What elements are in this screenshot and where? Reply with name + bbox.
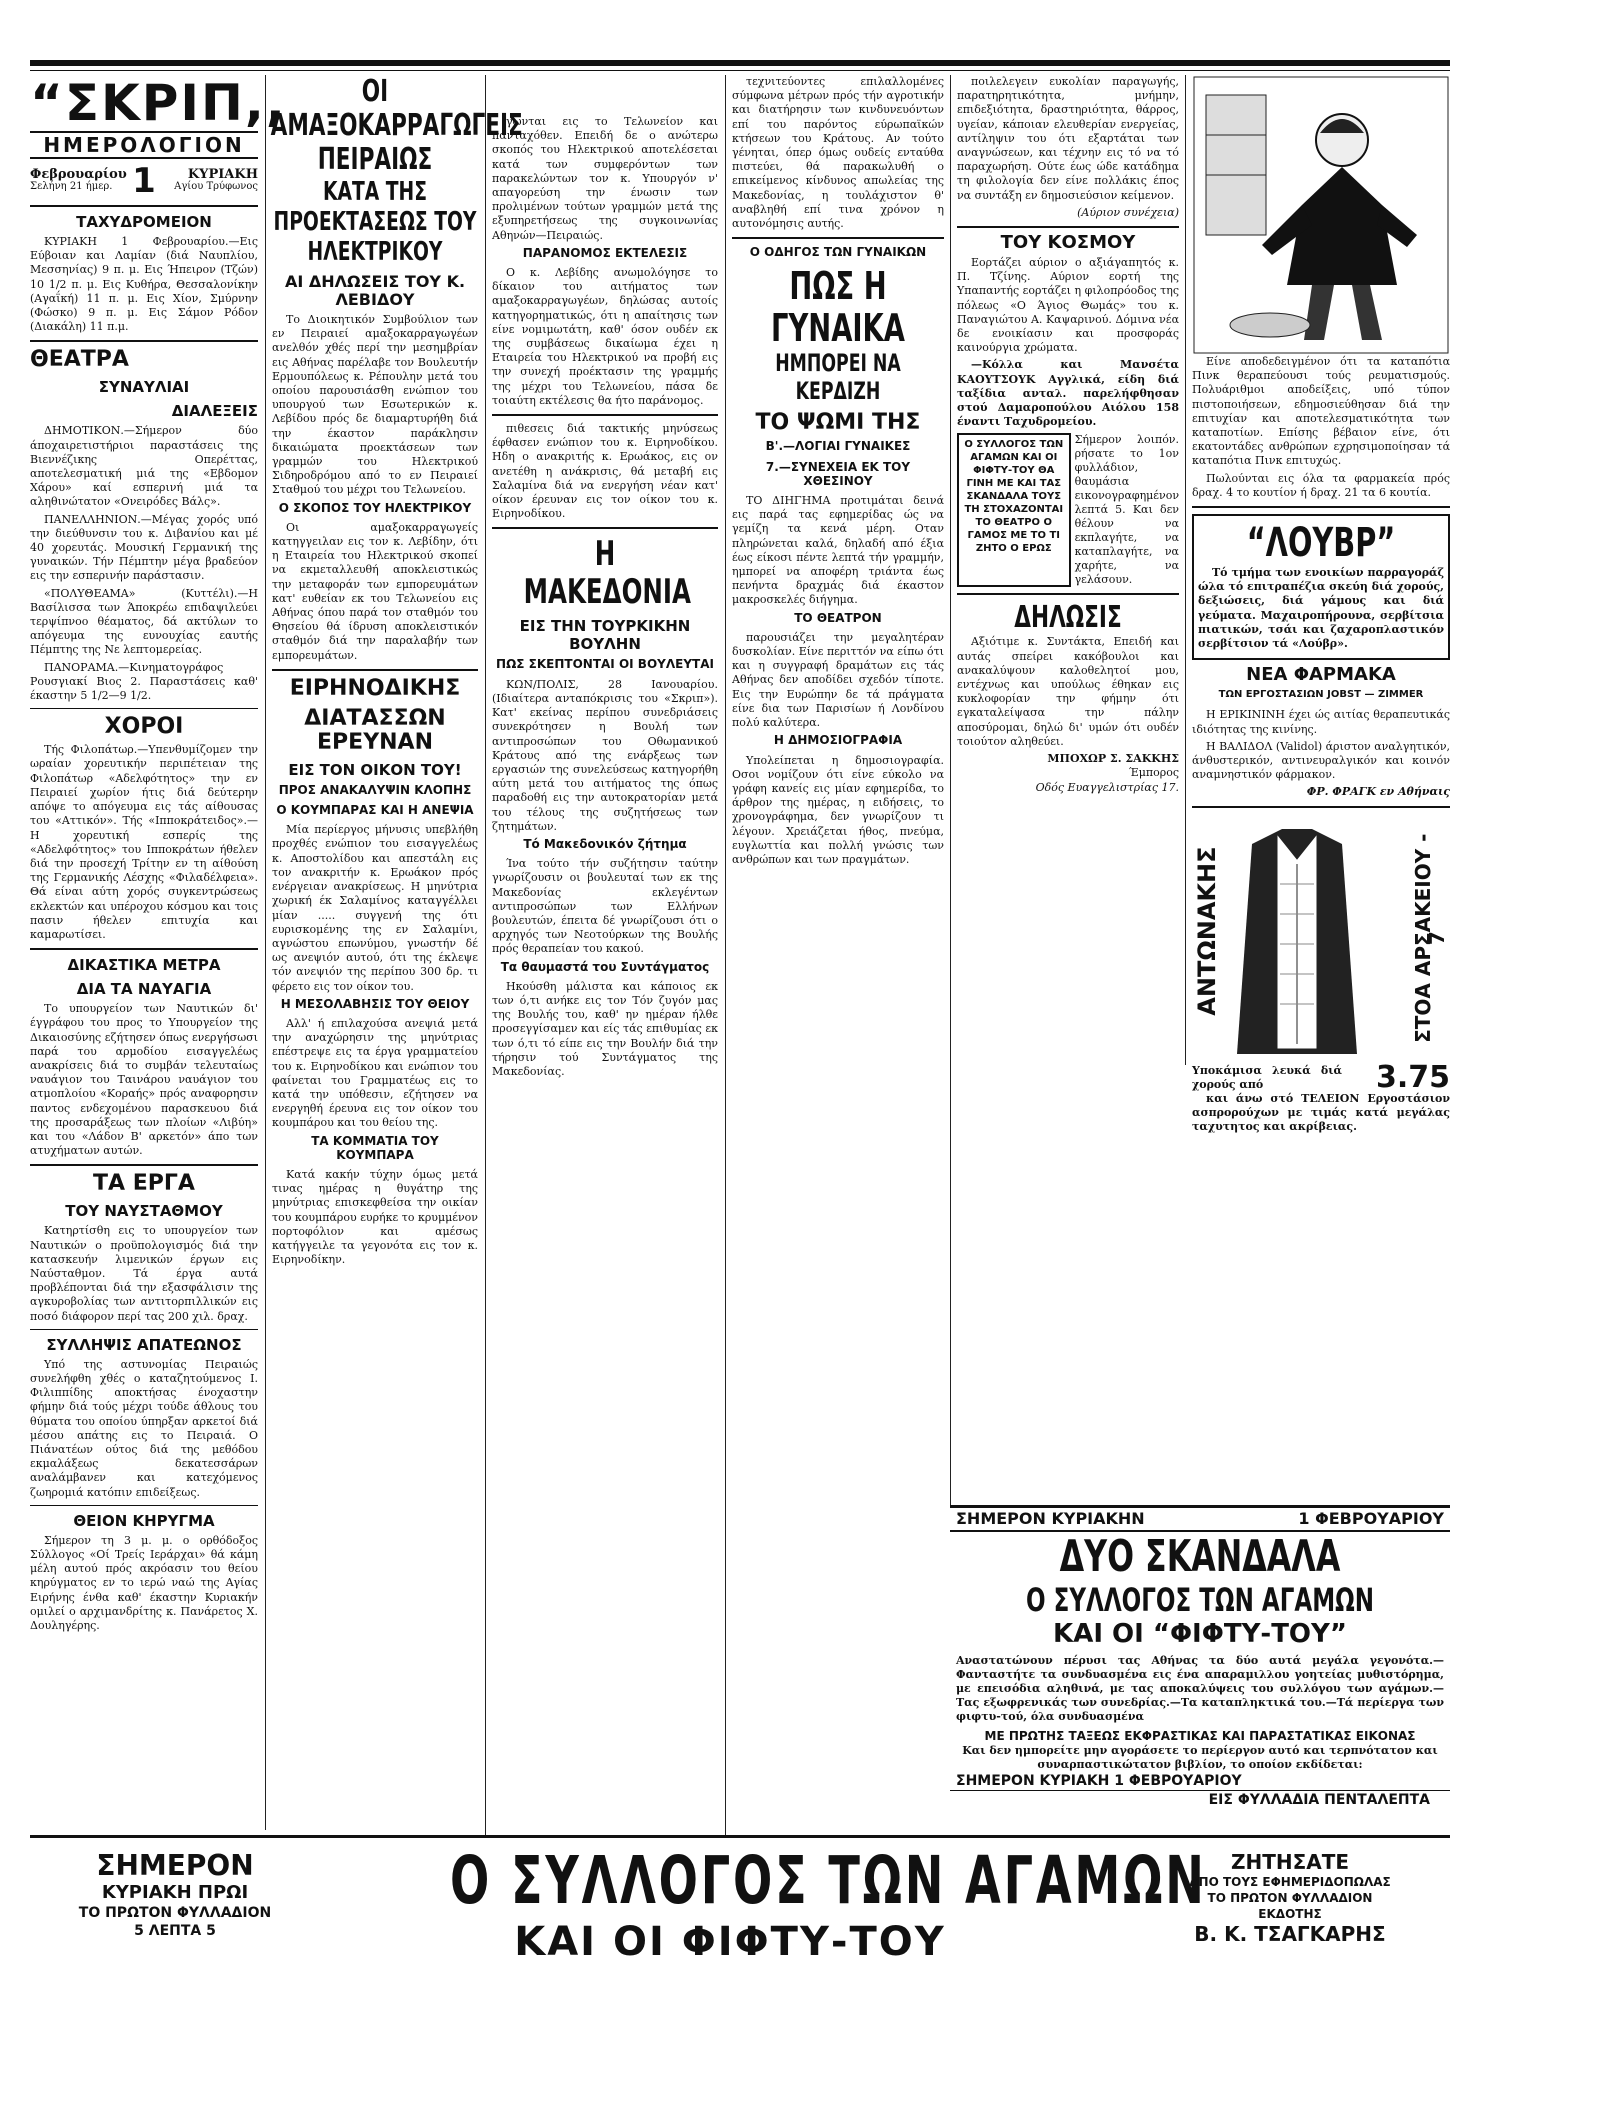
- shirt-price: 3.75: [1375, 1059, 1450, 1095]
- novel-ad-title-3: ΚΑΙ ΟΙ “ΦΙΦΤΥ-ΤΟΥ”: [1053, 1619, 1347, 1649]
- column-2: [270, 74, 523, 1830]
- theatre-item: ΠΑΝΟΡΑΜΑ.—Κινηματογράφος Ρουσγιακί Βιος 2. Παραστάσεις καθ' έκαστην 5 1/2—9 1/2.: [30, 660, 258, 703]
- pieces-body: Κατά κακήν τύχην όμως μετά τινας ημέρας η θυγάτηρ της μηνύτριας επισκεφθείσα την οικίαν του κουμπάρου ευρήκε το κρυμμένον πορτοφόλιον και αμέσως κατήγγειλε τα γεγονότα εις τον κ. Ειρηνοδίκην.: [272, 1167, 478, 1267]
- continued-article: [732, 75, 944, 231]
- arrest-heading: ΣΥΛΛΗΨΙΣ ΑΠΑΤΕΩΝΟΣ: [46, 1335, 242, 1354]
- pharmacy-item: Η ΕΡΙΚΙΝΙΝΗ έχει ώς αιτίας θεραπευτικάς ιδιότητας της κινίνης.: [1192, 708, 1450, 736]
- lead-headline: ΟΙ ΑΜΑΞΟΚΑΡΡΑΓΩΓΕΙΣ ΠΕΙΡΑΙΩΣ: [270, 74, 523, 177]
- club-ad-text: Σήμερον λοιπόν. ρήσατε το 1ον φυλλάδιον, θαυμάσια εικονογραφημένον λεπτά 5. Και δεν θέλουν να εκπλαγήτε, να καταπλαγήτε, να χαρήτε, να γελάσουν.: [1074, 433, 1180, 587]
- dance-heading: ΧΟΡΟΙ: [104, 714, 184, 740]
- weekday: ΚΥΡΙΑΚΗ: [187, 167, 258, 182]
- divider: [30, 1164, 258, 1166]
- pharmacy-article: [1192, 708, 1450, 782]
- club-ad-box: Ο ΣΥΛΛΟΓΟΣ ΤΩΝ ΑΓΑΜΩΝ ΚΑΙ ΟΙ ΦΙΦΤΥ-ΤΟΥ ΘΑ ΓΙΝΗ ΜΕ ΚΑΙ ΤΑΣ ΣΚΑΝΔΑΛΑ ΤΟΥΣ ΤΗ ΣΤΟΧΑΖΟΝΤΑΙ ΤΟ ΘΕΑΤΡΟ Ο ΓΑΜΟΣ ΜΕ ΤΟ ΤΙ ΖΗΤΟ Ο ΕΡΩΣ: [957, 433, 1071, 587]
- uncle-body: Αλλ' ή επιλαχούσα ανεψιά μετά την αναχώρησιν της μηνύτριας επέστρεψε εις τα έργα γραμματείου του κ. Ειρηνοδίκου και ενώπιον του φαίνεται του Γραμματέως εις το κατά την υπόθεσιν, εζήτησεν να ενεργηθή έρευνα εις τον οίκον του κουμπάρου και του θείου της.: [272, 1016, 478, 1130]
- works-article: [30, 1224, 258, 1323]
- novel-ad-format: ΕΙΣ ΦΥΛΛΑΔΙΑ ΠΕΝΤΑΛΕΠΤΑ: [1208, 1792, 1430, 1808]
- lead-subheading: Ο ΣΚΟΠΟΣ ΤΟΥ ΗΛΕΚΤΡΙΚΟΥ: [278, 500, 472, 515]
- novel-ad: [950, 1505, 1450, 1830]
- club-ad: [957, 433, 1179, 587]
- society-body: Εορτάζει αύριον ο αξιάγαπητός κ. Π. Τζίνης. Αύριον εορτή της Υπαπαντής εορτάζει η φιλοπρόοδος της πόλεως «Ο Άγιος Θωμάς» του κ. Παναγιώτου Α. Καψαρινού. Δόμινα νέα δε ενοικίασιν και προσφοράς καινούργια χρώματα.: [957, 256, 1179, 355]
- pharmacy-item: Η ΒΑΛΙΔΟΛ (Validol) άριστον αναλγητικόν, άνθυστερικόν, αντινευραλγικόν και κοινόν αναμνηστικόν φάρμακον.: [1192, 739, 1450, 782]
- top-rule: [30, 60, 1450, 66]
- footer-title: Ο ΣΥΛΛΟΓΟΣ ΤΩΝ ΑΓΑΜΩΝ: [450, 1842, 1207, 1919]
- divider: [30, 708, 258, 709]
- macedonia-body-2: Ίνα τούτο τήν συζήτησιν ταύτην γνωρίζουσιν οι βουλευταί των εκ της Μακεδονίας εκλεγέντων αντιπροσώπων των Ελλήνων βουλευτών, έπειτα δέ γνωρίζουσι ότι ο αρχηγός των Νεοτούρκων της Βουλής πρός θεραπείαν του κακού.: [492, 857, 718, 956]
- guide-article: [732, 494, 944, 608]
- date-right: [173, 169, 258, 193]
- court-story-heading-2: ΔΙΑΤΑΣΣΩΝ ΕΡΕΥΝΑΝ: [304, 705, 446, 755]
- court-story: [272, 823, 478, 993]
- notice-signature-title: Έμπορος: [1128, 766, 1179, 780]
- rheumatism-man-illustration: [1192, 75, 1450, 355]
- works-subheading: ΤΟΥ ΝΑΥΣΤΑΘΜΟΥ: [65, 1202, 223, 1221]
- pharmacy-subheading: ΤΩΝ ΕΡΓΟΣΤΑΣΙΩΝ JOBST — ZIMMER: [1218, 689, 1424, 701]
- column-1: [30, 74, 287, 1830]
- divider: [30, 205, 258, 207]
- shirt-ad-address-wrap: [1410, 814, 1450, 1064]
- dance-text: Τής Φιλοπάτωρ.—Υπενθυμίζομεν την ωραίαν χορευτικήν περιπέτειαν της Φιλοπάτωρ «Αδελφότητος» την εν Πειραιεί χωρίον ήτις διά δεύτερην απόψε το απόγευμα εις τάς αίθουσας του «Αττικόν». Τής «Ιπποκράτειδος».—Η χορευτική εσπερίς της «Αδελφότητος» του Ιπποκράτων ήθελεν διά την προσεχή Τρίτην εν τη αίθούση της Γερμανικής Λέσχης «Φιλαδέλφεια». Θά είναι αύτη χορός συγκεντρώσεως εκλεκτών και υπέροχου κόσμου και τοις πασιν ήθελεν επιτυχία και καμαρωτίσει.: [30, 743, 258, 941]
- constitution-article: [492, 980, 718, 1079]
- macedonia-subheading-2: ΠΩΣ ΣΚΕΠΤΟΝΤΑΙ ΟΙ ΒΟΥΛΕΥΤΑΙ: [496, 657, 714, 672]
- guide-kicker: Ο ΟΔΗΓΟΣ ΤΩΝ ΓΥΝΑΙΚΩΝ: [749, 245, 927, 260]
- theatre-body: παρουσιάζει την μεγαλητέραν δυσκολίαν. Είνε περιττόν να είπω ότι και η συγγραφή δραμάτων εις τάς Αθήνας δεν αποδίδει σχεδόν τίποτε. Εις την Ευρώπην δε τά πράγματα είνε δια των Παρισίων ή Λονδίνου πολύ καλύτερα.: [732, 630, 944, 730]
- shirt-illustration: [1222, 814, 1372, 1064]
- court-text: Το υπουργείον των Ναυτικών δι' έγγράφου του προς το Υπουργείον της Δικαιοσύνης εζήτησεν όπως ενεργήσωσι παρά του αρμοδίου εισαγγελέως ανακρίσεις διά το συμβάν τελευταίως ναυάγιον του Ταινάρου ναυάγιον του ατμοπλοίου «Κοραής» πρός αναφορησιν παντος ενδεχομένου παρασκευου διά της προσαράξεως των πλοίων «Λιβύη» και του «Λάδον Β' αρκετόν» άπο των ατυχήματων αυτών.: [30, 1002, 258, 1158]
- works-text: Κατηρτίσθη εις το υπουργείον των Ναυτικών ο προϋπολογισμός διά την κατασκευήν λιμενικών έργων εις Ναύσταθμον. Τά έργα αυτά προβλέπονται διά την εξασφάλισιν της αγκυροβολίας των αντιτορπιλλικών εις ποσό διάφορον περί τας 200 χιλ. δραχ.: [30, 1224, 258, 1323]
- guide-title-3: ΤΟ ΨΩΜΙ ΤΗΣ: [755, 410, 921, 436]
- shirt-ad-name: ΑΝΤΩΝΑΚΗΣ: [1192, 846, 1221, 1016]
- footer-left-2: ΚΥΡΙΑΚΗ ΠΡΩΙ: [101, 1882, 249, 1903]
- footer-right-4: ΕΚΔΟΤΗΣ: [1258, 1907, 1322, 1921]
- shirt-ad-text-2: και άνω στό ΤΕΛΕΙΟΝ Εργοστάσιον ασπρορούχων με τιμάς κατά μεγάλας ταχυτητος και ακρίβειας.: [1192, 1092, 1450, 1134]
- lead-body-2: Οι αμαξοκαρραγωγείς κατηγγειλαν εις τον κ. Λεβίδην, ότι η Εταιρεία του Ηλεκτρικού σκοπεί να εκμεταλλευθή αποκλειστικώς την μεταφοράν των εμπορευμάτων κατ' ευθείαν εκ του Τελωνείου εις Αθήνας όπου παρά τον σταθμόν του Θησείου θά ίδρυση αποκλειστικόν σταθμόν διά την παραλαβήν των εμπορευμάτων.: [272, 520, 478, 662]
- lead-headline-2: ΚΑΤΑ ΤΗΣ ΠΡΟΕΚΤΑΣΕΩΣ ΤΟΥ ΗΛΕΚΤΡΙΚΟΥ: [273, 177, 477, 267]
- macedonia-body: ΚΩΝ/ΠΟΛΙΣ, 28 Ιανουαρίου. (Ιδιαίτερα ανταπόκρισις του «Σκριπ»). Κατ' εκείνας περίπου συνεδριάσεις συνεκρότησεν η Βουλή των αντιπροσώπων του Οθωμανικού Κράτους από της ενάρξεως των εργασιών της συνελεύσεως κατηγορήθη αύτη μετά του αιτήματος της όπως παραδοθή εις την αυτοκρατορίαν μετά του τέλους της συζητήσεως των ζητημάτων.: [492, 677, 718, 833]
- constitution-body: Ηκούσθη μάλιστα και κάποιος εκ των ό,τι ανήκε εις τον Τόν ζυγόν μας της Βουλής του, καθ' ην ημέραν ήλθε προσεγγίσαμεν και είς τάς επιθυμίας εκ των ό,τι τό είπε εις την Βουλήν διά την τήρησιν τού Συντάγματος της Μακεδονίας.: [492, 979, 718, 1078]
- column-divider: [950, 75, 951, 1505]
- column-divider: [1185, 75, 1186, 1065]
- theatre-item: ΠΑΝΕΛΛΗΝΙΟΝ.—Μέγας χορός υπό την διεύθυνσιν του κ. Διβανίου και μέ 40 χορευτάς. Μουσική Γερμανική της γυναικών. Τήν Πέμπτην μέγα βραδεύον εις την εσπερινήν παράστασιν.: [30, 512, 258, 583]
- pharmacy-signature: ΦΡ. ΦΡΑΓΚ εν Αθήναις: [1306, 785, 1450, 799]
- novel-ad-pictures: ΜΕ ΠΡΩΤΗΣ ΤΑΞΕΩΣ ΕΚΦΡΑΣΤΙΚΑΣ ΚΑΙ ΠΑΡΑΣΤΑΤΙΚΑΣ ΕΙΚΟΝΑΣ: [984, 1729, 1416, 1743]
- illustration-man: [1192, 75, 1450, 355]
- footer-right-3: ΤΟ ΠΡΩΤΟΝ ΦΥΛΛΑΔΙΟΝ: [1207, 1891, 1373, 1905]
- divider: [1192, 806, 1450, 808]
- top-rule-thin: [30, 70, 1450, 71]
- masthead: [30, 74, 287, 201]
- mid-body: πιθεσεις διά τακτικής μηνύσεως έφθασεν ενώπιον του κ. Ειρηνοδίκου. Ηδη ο ανακριτής κ. Ερωάκος, εις ον ανετέθη η ανάκρισις, θά μεταβή εις Σαλαμίνα διά να ενεργήση νέαν κατ' οίκον έρευναν εις τον οίκον του κ. Ειρηνοδίκου.: [492, 422, 718, 521]
- column-5: [957, 75, 1179, 1500]
- footer-center: [330, 1842, 1207, 1965]
- pieces-subheading: ΤΑ ΚΟΜΜΑΤΙΑ ΤΟΥ ΚΟΥΜΠΑΡΑ: [311, 1133, 439, 1162]
- court-story-sub: ΠΡΟΣ ΑΝΑΚΑΛΥΨΙΝ ΚΛΟΠΗΣ: [278, 782, 472, 797]
- guide-title: ΠΩΣ Η ΓΥΝΑΙΚΑ: [771, 264, 905, 351]
- louvre-heading: “ΛΟΥΒΡ”: [1246, 520, 1396, 567]
- louvre-body: Τό τμήμα των ενοικίων παρραγοράζ ώλα τό επιτραπέζια σκεύη διά χορούς, δεξιώσεις, διά γάμους και διά γεύματα. Μαχαιροπήρουνα, σερβίτσια πιατικών, τσάι και ζαχαροπλαστικόν σερβίτσιον τά «Λούβρ».: [1198, 566, 1445, 651]
- shirt-ad-text: Υποκάμισα λευκά διά χορούς από: [1192, 1063, 1342, 1091]
- date-row: [30, 163, 258, 199]
- press-subheading: Η ΔΗΜΟΣΙΟΓΡΑΦΙΑ: [773, 733, 903, 748]
- shirt-illustration-wrap: [1222, 814, 1410, 1064]
- continued-article: [957, 75, 1179, 203]
- lectures-heading: ΔΙΑΛΕΞΕΙΣ: [171, 402, 258, 421]
- shirt-ad: [1192, 814, 1450, 1064]
- continued-body: γωνται εις το Τελωνείον και πανταχόθεν. Επειδή δε ο ανώτερω σκοπός του Ηλεκτρικού αποτελέσεται κατά των συμφερόντων των παρακελώντων τον κ. Υπουργόν ν' απαγορεύση την ένωσιν των προλιμένων τούτων γραμμών μετά της εξυπηρετήσεως της συγκοινωνίας Αθηνών—Πειραιώς.: [492, 115, 718, 242]
- notice-signature-address: Οδός Ευαγγελιστρίας 17.: [1035, 780, 1179, 794]
- macedonia-question: Τό Μακεδονικόν ζήτημα: [523, 836, 687, 851]
- court-story-heading-3: ΕΙΣ ΤΟΝ ΟΙΚΟΝ ΤΟΥ!: [288, 760, 462, 779]
- divider: [492, 414, 718, 416]
- novel-ad-body: Αναστατώνουν πέρυσι τας Αθήνας τα δύο αυτά μεγάλα γεγονότα.—Φανταστήτε τα συνδυασμένα εις ένα απαραμιλλου γοητείας μυθιστόρημα, με επεισόδια αληθινά, με τας αποκαλύψεις του συλλόγου των αγάμων.—Τας εξωφρενικάς των συνεδρίας.—Τα καταπληκτικά του.—Τά περίεργα των φιφτυ-τού, όλα συνδυασμένα: [956, 1654, 1444, 1723]
- divider: [30, 1329, 258, 1330]
- column-divider: [485, 75, 486, 1835]
- sermon-text: Σήμερον τη 3 μ. μ. ο ορθόδοξος Σύλλογος «Οί Τρείς Ιεράρχαι» θά κάμη μέλη αυτού πρός ακρόασιν του θείου κηρύγματος εν το ιερώ ναώ της Αγίας Ειρήνης ένθα καθ' έκαστην Κυριακήν ομιλεί ο αρχιμανδρίτης κ. Πανάρετος Χ. Δουληγέρης.: [30, 1533, 258, 1633]
- pieces-article: [272, 1168, 478, 1267]
- post-text: ΚΥΡΙΑΚΗ 1 Φεβρουαρίου.—Εις Εύβοιαν και Λαμίαν (διά Ναυπλίου, Μεσσηνίας) 9 π. μ. Εις Ήπειρον (Τζών) 10 1/2 π. μ. Εις Κυθήρα, Θεσσαλονίκην (Αγαΐκή) 11 π. μ. Εις Χίον, Σμύρνην (Φώσκο) 9 π. μ. Εις Σάμον Ρόδον (Διακάλη) 11 π.μ.: [30, 235, 258, 334]
- court-subheading: ΔΙΑ ΤΑ ΝΑΥΑΓΙΑ: [76, 980, 212, 999]
- pink-pills-price: Πωλούνται εις όλα τα φαρμακεία πρός δραχ. 4 το κουτίον ή δραχ. 21 τα 6 κουτία.: [1192, 471, 1450, 499]
- date-left: [30, 167, 127, 193]
- column-divider: [265, 75, 266, 1830]
- illegal-heading: ΠΑΡΑΝΟΜΟΣ ΕΚΤΕΛΕΣΙΣ: [522, 245, 688, 260]
- notice-article: [957, 635, 1179, 749]
- column-6: [1192, 75, 1450, 1500]
- novel-ad-date-left: ΣΗΜΕΡΟΝ ΚΥΡΙΑΚΗΝ: [956, 1509, 1145, 1528]
- macedonia-article: [492, 678, 718, 834]
- pharmacy-heading: ΝΕΑ ΦΑΡΜΑΚΑ: [1246, 664, 1396, 686]
- notice-body: Αξιότιμε κ. Συντάκτα, Επειδή και αυτάς σπείρει κακόβουλοι και ανακαλύψουν καλοθελητοί μου, εντέχνως και υπούλως έθηκαν εις κυκλοφορίαν την φήμην ότι εγκαταλείψασα την πάλην αποσύρομαι, δηλώ δι' υμών ότι ουδέν τοιούτον αληθεύει.: [957, 635, 1179, 748]
- novel-ad-warning: Και δεν ημπορείτε μην αγοράσετε το περίεργον αυτό και τερπνότατον και συναρπαστικώτατον βιβλίον, το οποίον εκδίδεται:: [962, 1744, 1438, 1771]
- mid-article: [492, 422, 718, 521]
- column-4: [732, 75, 944, 1500]
- divider: [1192, 506, 1450, 508]
- lead-body: Το Διοικητικόν Συμβούλιον των εν Πειραιεί αμαξοκαρραγωγέων ανελθόν χθές περί την μεσημβρίαν εις Αθήνας παρέλαβε τον Βουλευτήν Ερμουπόλεως κ. Ρέπουλην μετά του οποίου παρουσιάσθη ενώπιον του υπουργού των Εσωτερικών κ. Λεβίδου πρός δε διαμαρτυρήθη διά την έκαστον παράκλησιν δικαιώματα προεκτάσεων των γραμμών του Ηλεκτρικού Σιδηροδρόμου από το εν Πειραιεί Σταθμού του μέχρι του Τελωνείου.: [272, 313, 478, 497]
- pink-pills-article: [1192, 355, 1450, 500]
- column-divider: [725, 75, 726, 1835]
- novel-ad-date: ΣΗΜΕΡΟΝ ΚΥΡΙΑΚΗ 1 ΦΕΒΡΟΥΑΡΙΟΥ: [950, 1772, 1450, 1791]
- moon-age: Σελήνη 21 ήμερ.: [30, 181, 113, 192]
- lead-article-2: [272, 521, 478, 663]
- novel-ad-title: ΔΥΟ ΣΚΑΝΔΑΛΑ: [1059, 1531, 1341, 1582]
- uncle-subheading: Η ΜΕΣΟΛΑΒΗΣΙΣ ΤΟΥ ΘΕΙΟΥ: [280, 996, 470, 1011]
- guide-body: ΤΟ ΔΙΗΓΗΜΑ προτιμάται δεινά εις παρά τας εφημερίδας ώς να γεμίζη τα κενά μέρη. Οταν πληρώνεται καλά, δηλαδή από έξια έως είκοσι πέντε λεπτά τήν γραμμήν, ημπορεί να αποφέρη τριάντα έως πενήντα δραχμάς διά έκαστον μακροσκελές διήγημα.: [732, 494, 944, 607]
- shirt-ad-name-wrap: [1192, 814, 1222, 1064]
- notice-signature: ΜΠΟΧΩΡ Σ. ΣΑΚΚΗΣ: [1047, 752, 1179, 766]
- saint-of-day: Αγίου Τρύφωνος: [174, 181, 258, 192]
- arrest-article: [30, 1358, 258, 1500]
- day-number: 1: [132, 161, 156, 201]
- theatre-article: [732, 631, 944, 730]
- uncle-article: [272, 1017, 478, 1131]
- footer-banner: [30, 1835, 1450, 2038]
- continued-body: ποιλελεγειν ευκολίαν παραγωγής, παρατηρητικότητα, μνήμην, επιδεξιότητα, δραστηριότητα, θάρρος, υγείαν, κάποιαν ελευθερίαν ενεργείας, αντίληψιν του ότι εξαρτάται των αναγνώσεων, και τέχνην εις τό να τό παραχωρήση. Ούτε έως ώδε κατάδημα τη φιλολογία δεν είνε πολλάκις έπος να συντάξη εν δημοσιεύσιον κείμενον.: [957, 75, 1179, 202]
- shirt-price-row: [1192, 1059, 1450, 1095]
- guide-sub: Β'.—ΛΟΓΙΑΙ ΓΥΝΑΙΚΕΣ: [765, 439, 911, 454]
- guide-title-2: ΗΜΠΟΡΕΙ ΝΑ ΚΕΡΔΙΖΗ: [775, 349, 901, 406]
- constitution-heading: Τα θαυμαστά του Συντάγματος: [500, 959, 710, 974]
- theatre-item: «ΠΟΛΥΘΕΑΜΑ» (Κυττέλι).—Η Βασίλισσα των Άποκρέω επιδαψιλεύει τερψίπνοο θέαματος, δά ακτύλων το απόγευμα της ευνουχίας εαυτής Πέμπτης της Νε λεπτομερείας.: [30, 586, 258, 657]
- pink-pills-body: Είνε αποδεδειγμένον ότι τα καταπότια Πινκ θεραπεύουσι τούς ρευματισμούς. Πολυάριθμοι αποδείξεις, υπό τύπον πιστοποιήσεων, εδημοσιεύθησαν διά την επιτυχίαν και αποτελεσματικότητα των καταποτίων. Επίσης βέβαιον είνε, ότι εκατοντάδες ανθρώπων εχρησιμοποίησαν τά καταπότια Πινκ επιτυχώς.: [1192, 355, 1450, 468]
- court-story-heading: ΕΙΡΗΝΟΔΙΚΗΣ: [289, 675, 461, 701]
- illegal-body: Ο κ. Λεβίδης ανωμολόγησε το δίκαιον του αιτήματος των αμαξοκαρραγωγέων, δηλώσας αυτοίς κατηγορηματικώς, ότι η απαίτησις των είνε νομιμωτάτη, καθ' όσον ουδέν εκ της συμβάσεως δικαίωμα έχει η Εταιρεία του Ηλεκτρικού να προβή εις την συνεχή προέκτασιν της γραμμής της μέχρι του Τελωνείου, πάσα δε τοιαύτη εκτέλεσις θα ήτο παράνομος.: [492, 266, 718, 407]
- theatre-list: [30, 424, 258, 703]
- continued-body: τεχνιτεύοντες επιλαλλομένες σύμφωνα μέτρων πρός τήν αγροτικήν και διατήρησιν των κινδυνευόντων επί του παρόντος εύρωπαϊκών κτήσεων του Κράτους. Αν τούτο γένηται, όπερ όμως ουδείς ενταύθα πιστεύει, θά παρακωλυθή ο επικείμενος κίνδυνος απωλείας της Μακεδονίας, η τουλάχιστον θ' αναβληθή επί τινα χρόνον η αυτονόμησις αυτής.: [732, 75, 944, 231]
- continuation-note: (Αύριον συνέχεια): [1077, 205, 1179, 219]
- novel-ad-title-2: Ο ΣΥΛΛΟΓΟΣ ΤΩΝ ΑΓΑΜΩΝ: [1025, 1581, 1375, 1619]
- divider: [30, 948, 258, 950]
- macedonia-subheading: ΕΙΣ ΤΗΝ ΤΟΥΡΚΙΚΗΝ ΒΟΥΛΗΝ: [519, 617, 691, 654]
- footer-right-2: ΑΠΟ ΤΟΥΣ ΕΦΗΜΕΡΙΔΟΠΩΛΑΣ: [1189, 1875, 1391, 1889]
- arrest-text: Υπό της αστυνομίας Πειραιώς συνελήφθη χθές ο καταζητούμενος Ι. Φιλιππίδης αποκτήσας ένοχαστην φήμην διά τούς μέχρι τούδε άθλους του θύματα του οποίου ύπηρξαν αρκετοί διά μέσου απάτης εις το Πειραιά. Ο Πιάνατέων ούτος διά της μεθόδου εκμαλάξεως δεκατεσσάρων αναλάμβανεν και κατεχόμενος ζωηρομιά κατόπιν επιδείξεως.: [30, 1357, 258, 1499]
- divider: [272, 669, 478, 671]
- dance-article: [30, 743, 258, 942]
- sermon-heading: ΘΕΙΟΝ ΚΗΡΥΓΜΑ: [73, 1511, 215, 1530]
- notice-heading: ΔΗΛΩΣΙΣ: [1014, 600, 1122, 636]
- guide-sub-2: 7.—ΣΥΝΕΧΕΙΑ ΕΚ ΤΟΥ ΧΘΕΣΙΝΟΥ: [765, 459, 911, 488]
- footer-left-1: ΣΗΜΕΡΟΝ: [96, 1849, 254, 1882]
- press-article: [732, 754, 944, 868]
- footer-left: [40, 1850, 310, 1940]
- footer-left-3: ΤΟ ΠΡΩΤΟΝ ΦΥΛΛΑΔΙΟΝ: [78, 1905, 272, 1921]
- macedonia-heading: Η ΜΑΚΕΔΟΝΙΑ: [523, 534, 691, 613]
- footer-left-4: 5 ΛΕΠΤΑ 5: [134, 1923, 216, 1939]
- novel-ad-date-right: 1 ΦΕΒΡΟΥΑΡΙΟΥ: [1298, 1509, 1444, 1528]
- society-article: [957, 256, 1179, 355]
- masthead-title: “ΣΚΡΙΠ,,: [30, 74, 287, 132]
- divider: [957, 226, 1179, 228]
- court-article: [30, 1002, 258, 1158]
- shop-notice: [957, 358, 1179, 429]
- post-article: [30, 235, 258, 334]
- footer-right-5: Β. Κ. ΤΣΑΓΚΑΡΗΣ: [1194, 1922, 1386, 1946]
- concerts-heading: ΣΥΝΑΥΛΙΑΙ: [98, 378, 190, 397]
- divider: [957, 593, 1179, 595]
- court-story-body: Μία περίεργος μήνυσις υπεβλήθη προχθές ενώπιον του εισαγγελέως κ. Αποστολίδου και απεστάλη εις τον ανακριτήν κ. Ερωάκον πρός ενέργειαν ανακρίσεως. Η μηνύτρια χωρική έκ Σαλαμίνος καταγγέλλει μίαν ..... συγγενή της ότι ευρισκομένης της εν Σαλαμίνι, αγνώστου επωνύμου, γνωστήν δέ ως ανεψιόν αυτού, ότι της έκλεψε τόν ανεψιόν της περίπου 300 δρ. τι φέρετο εις τον οίκον του.: [272, 823, 478, 993]
- column-3: [492, 75, 718, 1830]
- divider: [492, 527, 718, 529]
- theatre-heading: ΘΕΑΤΡΑ: [30, 347, 129, 373]
- shop-text: —Κόλλα και Μανσέτα ΚΑΟΥΤΣΟΥΚ Αγγλικά, είδη διά ταξίδια ανταλ. παρελήφθησαν στού Δαμαροπούλου Αιόλου 158 έναντι Ταχυδρομείου.: [957, 358, 1179, 429]
- works-heading: ΤΑ ΕΡΓΑ: [93, 1171, 195, 1197]
- society-heading: ΤΟΥ ΚΟΣΜΟΥ: [1000, 232, 1136, 254]
- louvre-article: [1198, 566, 1444, 651]
- sermon-article: [30, 1534, 258, 1633]
- post-heading: ΤΑΧΥΔΡΟΜΕΙΟΝ: [76, 213, 212, 231]
- theatre-item: ΔΗΜΟΤΙΚΟΝ.—Σήμερον δύο άποχαιρετιστήριοι παραστάσεις της Βιεννέζικης Οπερέττας, αποτελεσματική μιά της «Εβδομον Χάρου» καί εσπερινή μιά τα αληθινώτατον «Ονειρόδες Βάλς».: [30, 424, 258, 509]
- continued-article: [492, 115, 718, 243]
- shirt-ad-address: ΣΤΟΑ ΑΡΣΑΚΕΙΟΥ - 7: [1410, 833, 1449, 1043]
- shirt-ad-article: [1192, 1092, 1450, 1135]
- theatre-subheading: ΤΟ ΘΕΑΤΡΟΝ: [794, 610, 882, 625]
- novel-ad-dates: [950, 1505, 1450, 1532]
- divider: [30, 340, 258, 342]
- masthead-subtitle: ΗΜΕΡΟΛΟΓΙΟΝ: [30, 131, 258, 159]
- louvre-ad: [1192, 514, 1450, 660]
- macedonia-article-2: [492, 857, 718, 956]
- month: Φεβρουαρίου: [30, 167, 127, 182]
- court-story-sub-2: Ο ΚΟΥΜΠΑΡΑΣ ΚΑΙ Η ΑΝΕΨΙΑ: [276, 803, 474, 818]
- press-body: Υπολείπεται η δημοσιογραφία. Οσοι νομίζουν ότι είνε εύκολο να γράφη κανείς εις μίαν εφημερίδα, το άρθρον της ημέρας, η ειδήσεις, το χρονογράφημα, δεν γνωρίζουν τι λέγουν. Χρειάζεται ήθος, πνεύμα, ευγλωττία και πολλή γνώσις των ανθρώπων και των πραγμάτων.: [732, 753, 944, 866]
- illegal-article: [492, 266, 718, 408]
- lead-headline-3: ΑΙ ΔΗΛΩΣΕΙΣ ΤΟΥ Κ. ΛΕΒΙΔΟΥ: [284, 272, 466, 309]
- court-heading: ΔΙΚΑΣΤΙΚΑ ΜΕΤΡΑ: [67, 956, 221, 975]
- lead-article: [272, 313, 478, 498]
- divider: [30, 1505, 258, 1506]
- divider: [732, 237, 944, 239]
- footer-right-1: ΖΗΤΗΣΑΤΕ: [1230, 1850, 1350, 1874]
- footer-right: [1140, 1850, 1440, 1946]
- footer-title-2: ΚΑΙ ΟΙ ΦΙΦΤΥ-ΤΟΥ: [514, 1919, 946, 1965]
